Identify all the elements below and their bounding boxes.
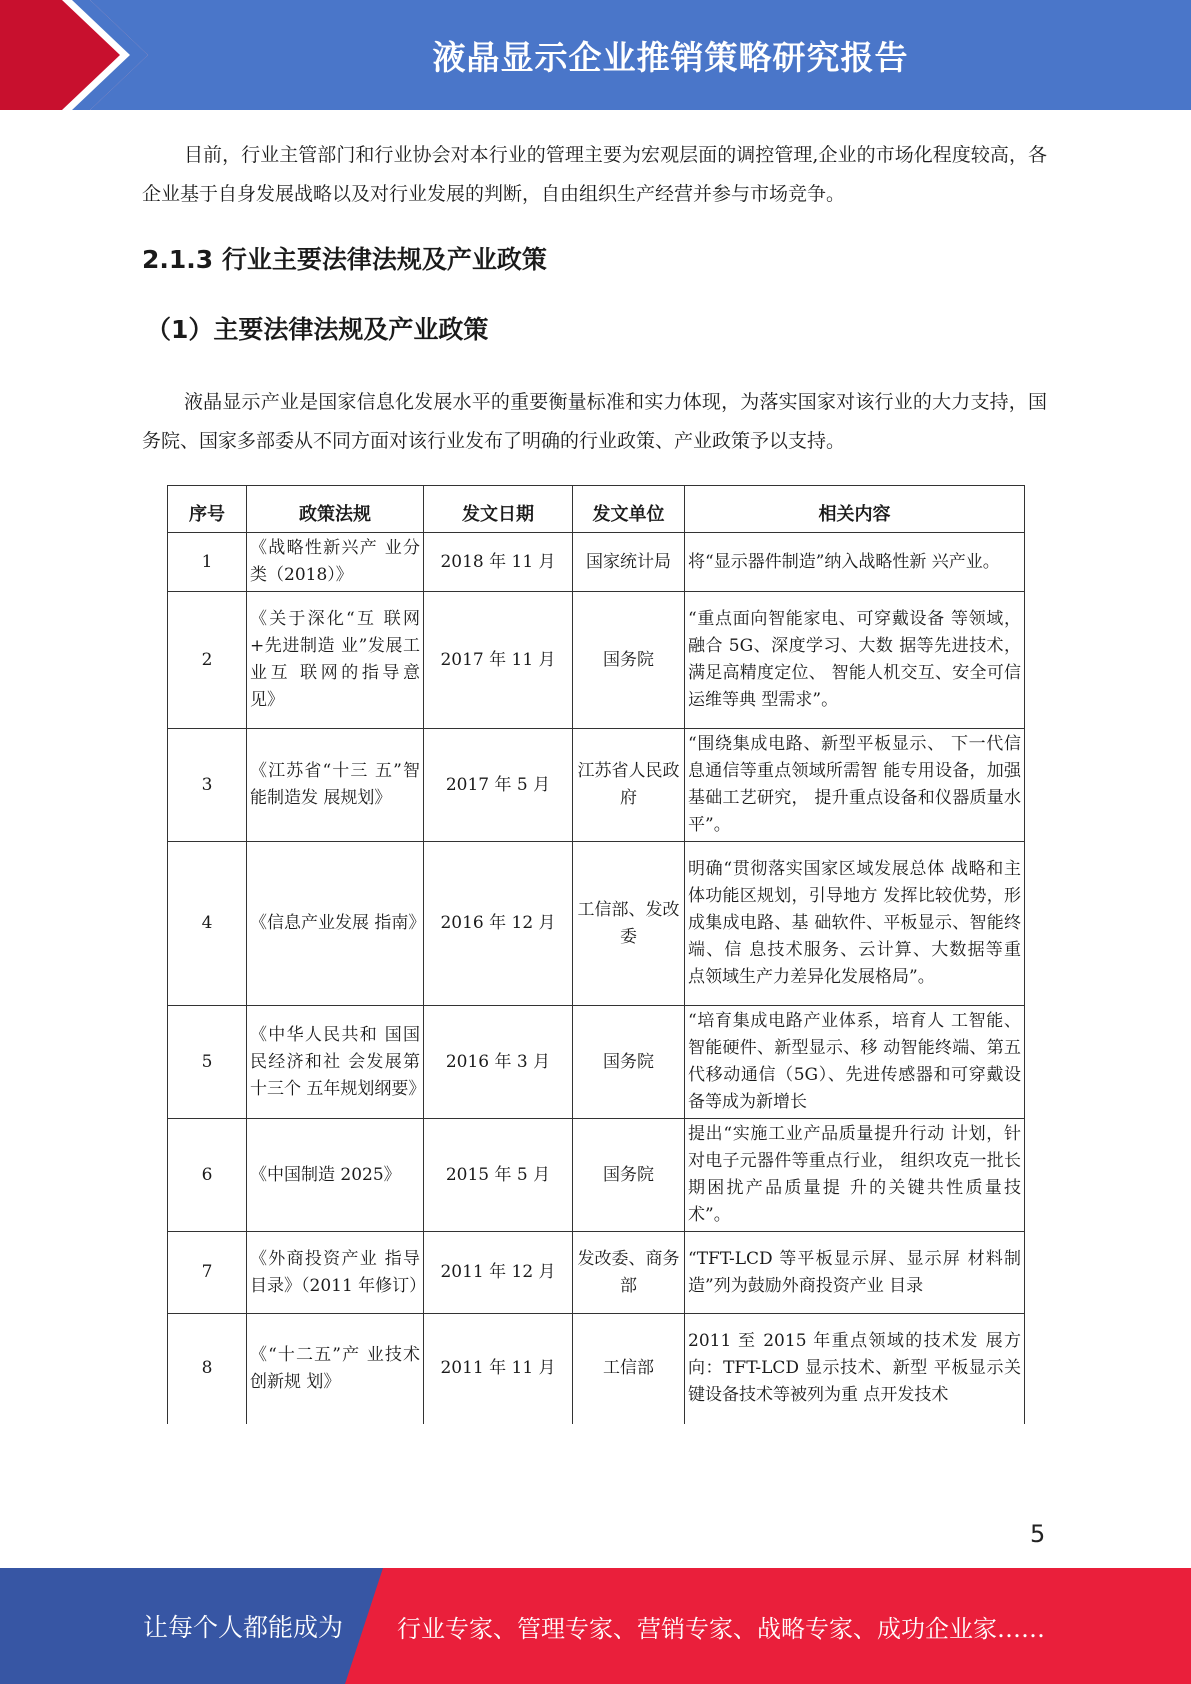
- issue-date: 2011 年 11 月: [424, 1314, 573, 1424]
- policy-content: “围绕集成电路、新型平板显示、 下一代信息通信等重点领域所需智 能专用设备，加强基础工艺研究， 提升重点设备和仪器质量水平”。: [685, 729, 1025, 842]
- policy-name: 《信息产业发展 指南》: [247, 842, 424, 1006]
- row-number: 4: [168, 842, 247, 1006]
- page-header: [0, 0, 1191, 110]
- table-row: [168, 729, 1025, 842]
- header-cell-unit: 发文单位: [573, 486, 685, 533]
- table-row: [168, 1119, 1025, 1232]
- document-title: 液晶显示企业推销策略研究报告: [432, 37, 909, 77]
- issuing-unit: 工信部、发改委: [573, 842, 685, 1006]
- header-cell-policy: 政策法规: [247, 486, 424, 533]
- subsection-heading: （1）主要法律法规及产业政策: [146, 315, 489, 344]
- issuing-unit: 国家统计局: [573, 533, 685, 592]
- policy-name: 《中国制造 2025》: [247, 1119, 424, 1232]
- table-row: [168, 1314, 1025, 1424]
- issue-date: 2017 年 5 月: [424, 729, 573, 842]
- policy-content: 明确“贯彻落实国家区域发展总体 战略和主体功能区规划，引导地方 发挥比较优势，形成集成电路、基 础软件、平板显示、智能终端、信 息技术服务、云计算、大数据等重 点领域生产力差异化发展格局”。: [685, 842, 1025, 1006]
- body-paragraph: 液晶显示产业是国家信息化发展水平的重要衡量标准和实力体现，为落实国家对该行业的大力支持，国务院、国家多部委从不同方面对该行业发布了明确的行业政策、产业政策予以支持。: [142, 391, 1047, 452]
- policy-content: 2011 至 2015 年重点领域的技术发 展方向：TFT-LCD 显示技术、新型 平板显示关键设备技术等被列为重 点开发技术: [685, 1314, 1025, 1424]
- row-number: 1: [168, 533, 247, 592]
- row-number: 2: [168, 592, 247, 729]
- intro-paragraph: 目前，行业主管部门和行业协会对本行业的管理主要为宏观层面的调控管理,企业的市场化程度较高，各企业基于自身发展战略以及对行业发展的判断，自由组织生产经营并参与市场竞争。: [142, 144, 1047, 205]
- issue-date: 2011 年 12 月: [424, 1232, 573, 1314]
- issuing-unit: 国务院: [573, 1006, 685, 1119]
- issuing-unit: 国务院: [573, 1119, 685, 1232]
- table-row: [168, 533, 1025, 592]
- policy-content: “培育集成电路产业体系，培育人 工智能、智能硬件、新型显示、移 动智能终端、第五代移动通信（5G）、先进传感器和可穿戴设备等成为新增长: [685, 1006, 1025, 1119]
- row-number: 8: [168, 1314, 247, 1424]
- policy-name: 《战略性新兴产 业分类（2018）》: [247, 533, 424, 592]
- footer-slogan-left: 让每个人都能成为: [143, 1613, 344, 1642]
- header-cell-date: 发文日期: [424, 486, 573, 533]
- section-heading: 2.1.3 行业主要法律法规及产业政策: [142, 245, 547, 274]
- policy-name: 《外商投资产业 指导目录》（2011 年修订）: [247, 1232, 424, 1314]
- table-row: [168, 1232, 1025, 1314]
- issuing-unit: 发改委、商务部: [573, 1232, 685, 1314]
- policy-name: 《中华人民共和 国国民经济和社 会发展第十三个 五年规划纲要》: [247, 1006, 424, 1119]
- issue-date: 2018 年 11 月: [424, 533, 573, 592]
- policy-content: 将“显示器件制造”纳入战略性新 兴产业。: [685, 533, 1025, 592]
- issue-date: 2017 年 11 月: [424, 592, 573, 729]
- table-header-row: [168, 486, 1025, 533]
- table-row: [168, 842, 1025, 1006]
- issue-date: 2016 年 12 月: [424, 842, 573, 1006]
- header-cell-content: 相关内容: [685, 486, 1025, 533]
- issue-date: 2015 年 5 月: [424, 1119, 573, 1232]
- row-number: 6: [168, 1119, 247, 1232]
- policy-content: “TFT-LCD 等平板显示屏、显示屏 材料制造”列为鼓励外商投资产业 目录: [685, 1232, 1025, 1314]
- policy-name: 《江苏省“十三 五”智能制造发 展规划》: [247, 729, 424, 842]
- page-footer: [0, 1568, 1191, 1684]
- policy-table: [167, 485, 1025, 1424]
- issuing-unit: 国务院: [573, 592, 685, 729]
- policy-content: “重点面向智能家电、可穿戴设备 等领域，融合 5G、深度学习、大数 据等先进技术，满足高精度定位、 智能人机交互、安全可信运维等典 型需求”。: [685, 592, 1025, 729]
- page-number: 5: [1030, 1520, 1046, 1548]
- table-row: [168, 592, 1025, 729]
- row-number: 7: [168, 1232, 247, 1314]
- policy-name: 《“十二五”产 业技术创新规 划》: [247, 1314, 424, 1424]
- footer-slogan-right: 行业专家、管理专家、营销专家、战略专家、成功企业家……: [397, 1614, 1045, 1643]
- header-cell-number: 序号: [168, 486, 247, 533]
- row-number: 5: [168, 1006, 247, 1119]
- policy-name: 《关于深化“互 联网+先进制造 业”发展工业互 联网的指导意 见》: [247, 592, 424, 729]
- issue-date: 2016 年 3 月: [424, 1006, 573, 1119]
- header-arrow-decoration: [0, 0, 150, 110]
- issuing-unit: 江苏省人民政府: [573, 729, 685, 842]
- table-row: [168, 1006, 1025, 1119]
- row-number: 3: [168, 729, 247, 842]
- policy-content: 提出“实施工业产品质量提升行动 计划，针对电子元器件等重点行业， 组织攻克一批长期困扰产品质量提 升的关键共性质量技术”。: [685, 1119, 1025, 1232]
- issuing-unit: 工信部: [573, 1314, 685, 1424]
